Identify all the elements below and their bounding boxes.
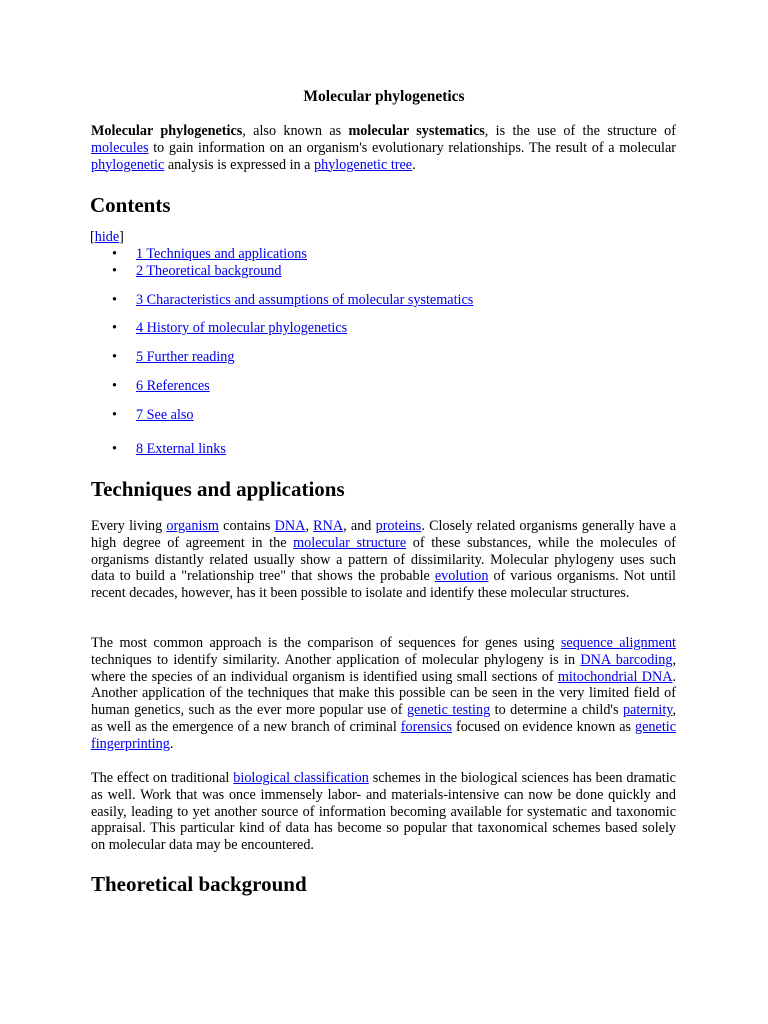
link-genetic-fingerprinting[interactable]: genetic fingerprinting — [91, 718, 676, 752]
toc-link-techniques[interactable]: 1 Techniques and applications — [136, 246, 307, 262]
toc-hide-toggle: [hide] — [90, 229, 124, 245]
link-mitochondrial-dna[interactable]: mitochondrial DNA — [557, 668, 673, 685]
link-rna[interactable]: RNA — [313, 518, 344, 534]
link-evolution[interactable]: evolution — [434, 568, 489, 585]
intro-bold-term: Molecular phylogenetics — [91, 123, 243, 139]
techniques-paragraph-1: Every living organism contains DNA, RNA, and proteins. Closely related organisms generally have a high degree of agreement in the molecular structure of these substances, while the molecules of organisms distantly related usually show a pattern of dissimilarity. Molecular phylogeny uses such data to build a "relationship tree" that shows the probable evolution of various organisms. Not until recent decades, however, has it been possible to isolate and identify these molecular structures. — [91, 518, 677, 602]
bullet-icon: • — [112, 292, 117, 308]
toc-item — [112, 320, 347, 337]
toc-link-references[interactable]: 6 References — [136, 378, 210, 394]
link-forensics[interactable]: forensics — [400, 718, 452, 735]
toc-item — [112, 292, 473, 309]
toc-item — [112, 246, 307, 263]
link-organism[interactable]: organism — [166, 518, 219, 534]
techniques-paragraph-3: The effect on traditional biological classification schemes in the biological sciences has been dramatic as well. Work that was once immensely labor- and materials-intensive can now be done quickly and easily, leading to yet another source of information becoming available for systematic and taxonomic appraisal. This particular kind of data has become so popular that taxonomical schemes based solely on molecular data may be encountered. — [91, 770, 676, 854]
link-molecules[interactable]: molecules — [91, 139, 149, 156]
bullet-icon: • — [112, 407, 117, 423]
bullet-icon: • — [112, 320, 117, 336]
hide-link[interactable]: hide — [94, 229, 120, 245]
section-heading-theoretical: Theoretical background — [91, 872, 307, 896]
toc-item — [112, 349, 235, 366]
link-genetic-testing[interactable]: genetic testing — [406, 702, 491, 719]
link-phylogenetic-tree[interactable]: phylogenetic tree — [314, 156, 413, 173]
link-sequence-alignment[interactable]: sequence alignment — [560, 635, 676, 651]
contents-heading: Contents — [90, 193, 171, 217]
link-dna[interactable]: DNA — [274, 518, 306, 534]
intro-paragraph: Molecular phylogenetics, also known as molecular systematics, is the use of the structure of molecules to gain information on an organism's evolutionary relationships. The result of a molecular phylogenetic analysis is expressed in a phylogenetic tree. — [91, 123, 676, 173]
toc-link-history[interactable]: 4 History of molecular phylogenetics — [136, 320, 348, 336]
section-heading-techniques: Techniques and applications — [91, 477, 345, 501]
bullet-icon: • — [112, 349, 117, 365]
bullet-icon: • — [112, 263, 117, 279]
intro-bold-synonym: molecular systematics — [348, 123, 485, 139]
toc-link-characteristics[interactable]: 3 Characteristics and assumptions of molecular systematics — [136, 292, 474, 308]
bullet-icon: • — [112, 246, 117, 262]
toc-item — [112, 263, 282, 280]
link-dna-barcoding[interactable]: DNA barcoding — [580, 651, 673, 668]
toc-link-see-also[interactable]: 7 See also — [136, 407, 194, 423]
link-paternity[interactable]: paternity — [622, 702, 673, 719]
techniques-paragraph-2: The most common approach is the comparison of sequences for genes using sequence alignment techniques to identify similarity. Another application of molecular phylogeny is in DNA barcoding, where the species of an individual organism is identified using small sections of mitochondrial DNA. Another application of the techniques that make this possible can be seen in the very limited field of human genetics, such as the ever more popular use of genetic testing to determine a child's paternity, as well as the emergence of a new branch of criminal forensics focused on evidence known as genetic fingerprinting. — [91, 635, 677, 752]
toc-link-theoretical[interactable]: 2 Theoretical background — [136, 263, 282, 279]
link-biological-classification[interactable]: biological classification — [233, 770, 369, 786]
link-proteins[interactable]: proteins — [375, 518, 422, 534]
link-molecular-structure[interactable]: molecular structure — [293, 534, 407, 551]
bullet-icon: • — [112, 378, 117, 394]
toc-item — [112, 378, 210, 395]
page-title: Molecular phylogenetics — [303, 88, 465, 105]
toc-link-further-reading[interactable]: 5 Further reading — [136, 349, 235, 365]
bullet-icon: • — [112, 441, 117, 457]
toc-link-external-links[interactable]: 8 External links — [136, 441, 226, 457]
toc-item — [112, 407, 194, 424]
link-phylogenetic[interactable]: phylogenetic — [91, 156, 165, 173]
toc-item — [112, 441, 226, 458]
